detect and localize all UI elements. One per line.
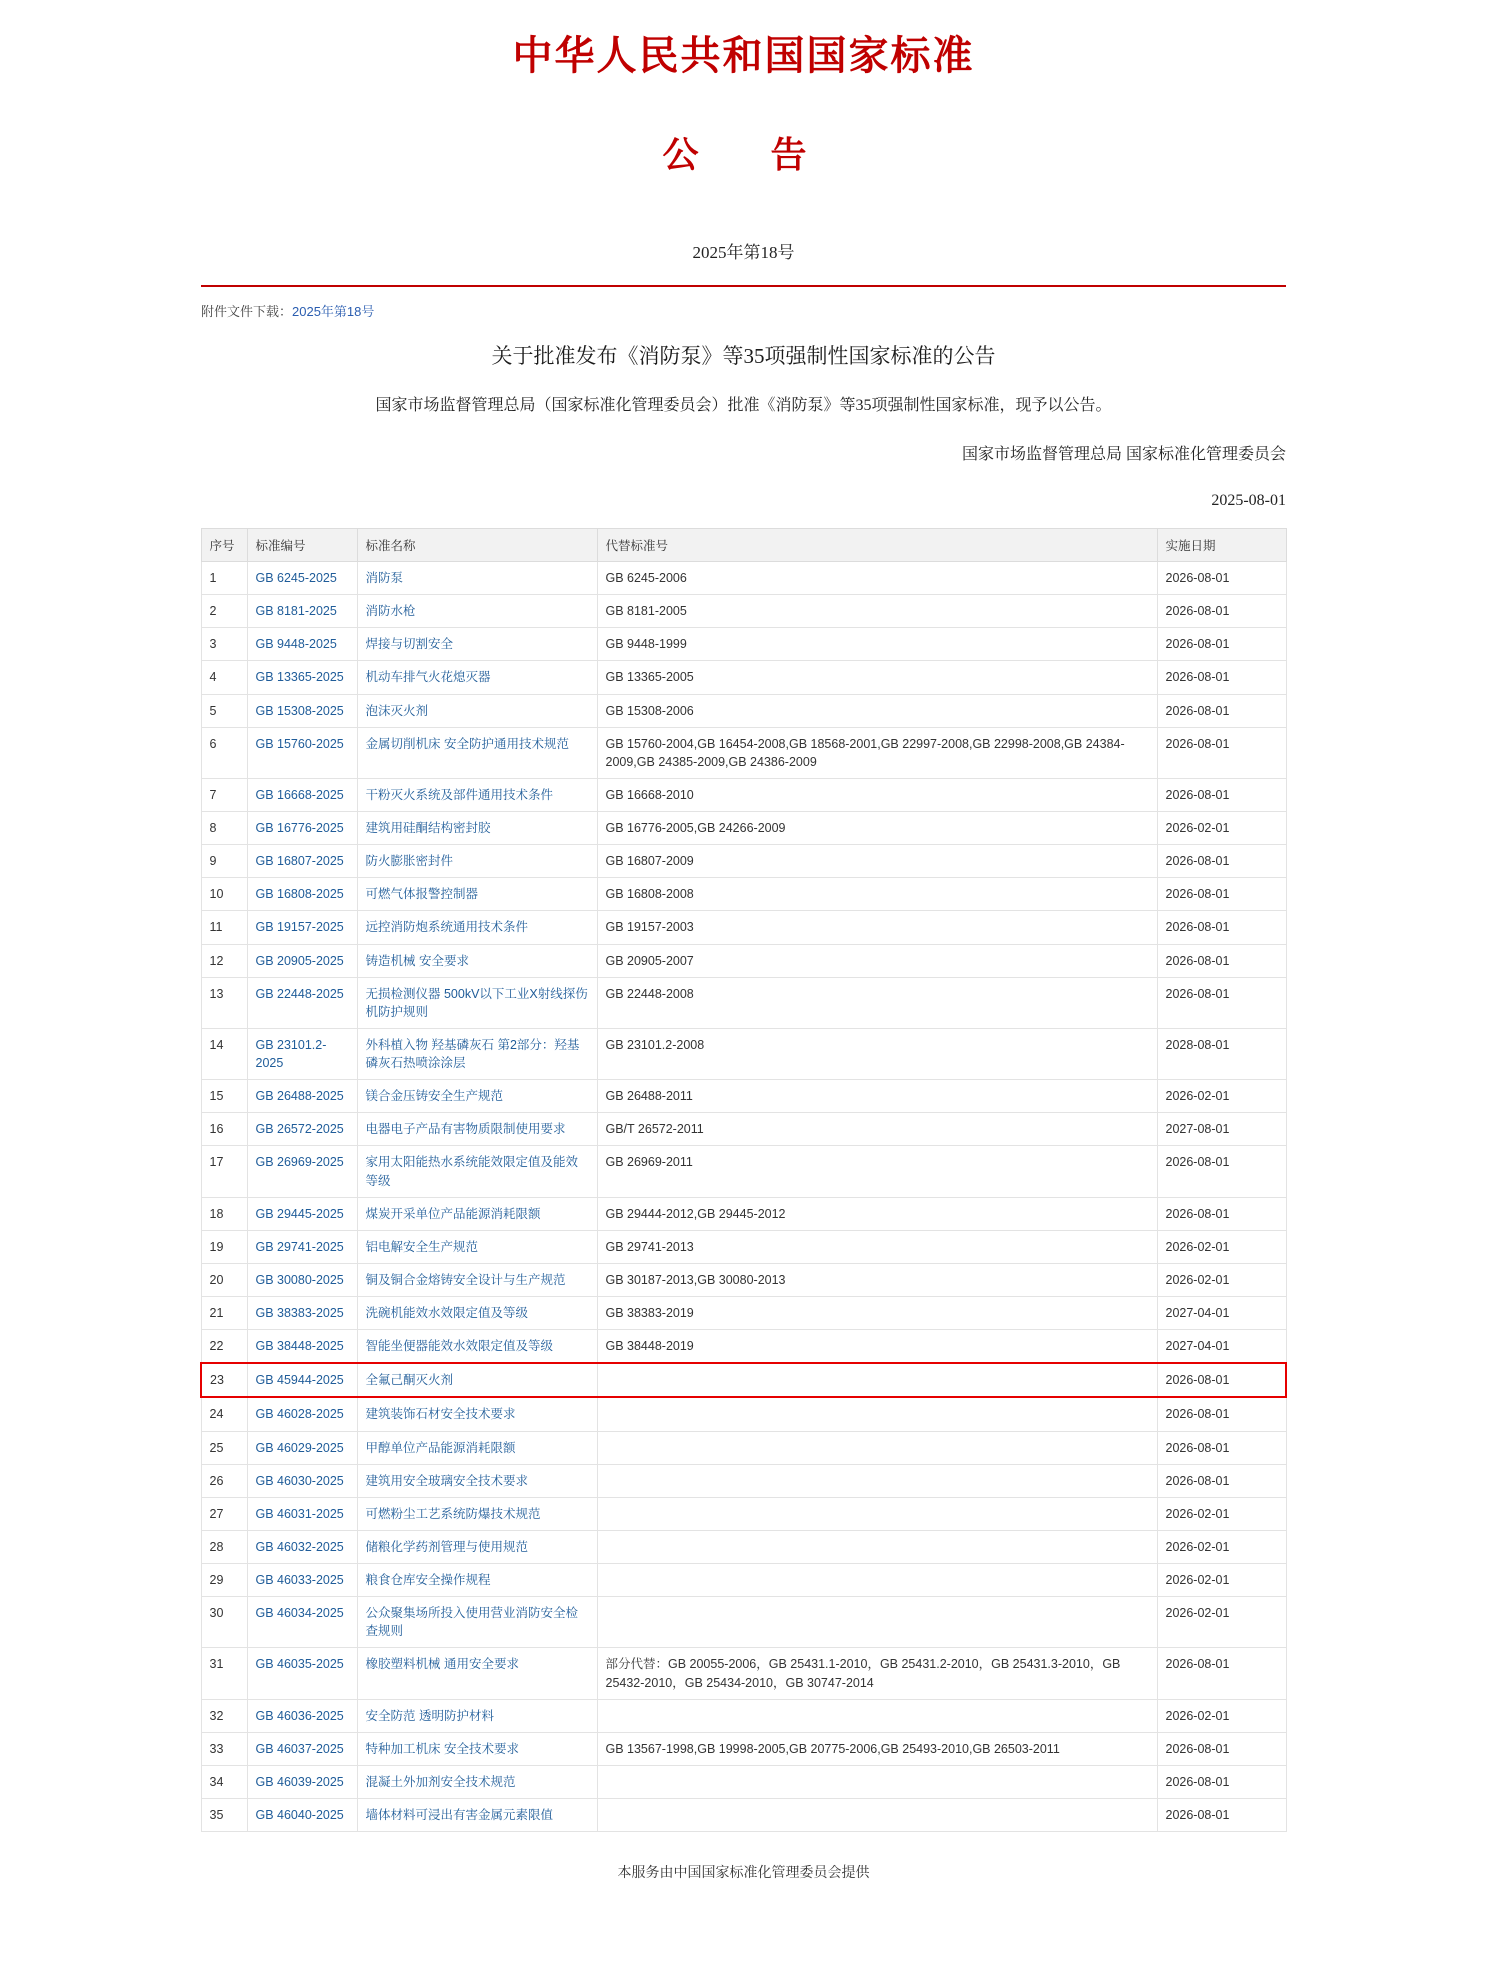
cell-no: 8 [201,812,247,845]
table-row [201,1028,1286,1079]
attachment-download-link[interactable]: 2025年第18号 [292,304,375,319]
cell-standard-name: 电器电子产品有害物质限制使用要求 [357,1113,597,1146]
table-row [201,595,1286,628]
table-row [201,812,1286,845]
cell-no: 11 [201,911,247,944]
issue-number: 2025年第18号 [692,243,795,262]
cell-standard-code: GB 15308-2025 [247,694,357,727]
cell-no: 18 [201,1197,247,1230]
table-row [201,1597,1286,1648]
cell-standard-code: GB 46035-2025 [247,1648,357,1699]
table-row [201,1564,1286,1597]
cell-date: 2027-04-01 [1157,1330,1286,1364]
cell-date: 2026-08-01 [1157,911,1286,944]
column-header-name: 标准名称 [357,529,597,562]
cell-date: 2026-08-01 [1157,1363,1286,1397]
table-row [201,778,1286,811]
cell-standard-name: 家用太阳能热水系统能效限定值及能效等级 [357,1146,597,1197]
cell-standard-name: 可燃粉尘工艺系统防爆技术规范 [357,1497,597,1530]
cell-standard-code: GB 30080-2025 [247,1263,357,1296]
cell-replaces: GB 26488-2011 [597,1080,1157,1113]
table-row [201,1230,1286,1263]
cell-replaces [597,1799,1157,1832]
cell-standard-code: GB 38448-2025 [247,1330,357,1364]
cell-standard-name: 建筑装饰石材安全技术要求 [357,1397,597,1431]
attachment-label: 附件文件下载： [201,304,293,319]
table-row [201,1464,1286,1497]
cell-no: 1 [201,562,247,595]
cell-date: 2026-02-01 [1157,812,1286,845]
cell-no: 32 [201,1699,247,1732]
cell-standard-name: 粮食仓库安全操作规程 [357,1564,597,1597]
cell-replaces: GB 26969-2011 [597,1146,1157,1197]
cell-standard-name: 无损检测仪器 500kV以下工业X射线探伤机防护规则 [357,977,597,1028]
cell-date: 2026-08-01 [1157,845,1286,878]
cell-standard-name: 混凝土外加剂安全技术规范 [357,1765,597,1798]
cell-date: 2026-02-01 [1157,1530,1286,1563]
cell-standard-name: 焊接与切割安全 [357,628,597,661]
cell-standard-name: 可燃气体报警控制器 [357,878,597,911]
cell-no: 21 [201,1297,247,1330]
cell-no: 15 [201,1080,247,1113]
cell-date: 2026-08-01 [1157,595,1286,628]
table-row [201,1080,1286,1113]
page-subtitle: 公 告 [662,135,825,175]
cell-no: 4 [201,661,247,694]
cell-no: 19 [201,1230,247,1263]
cell-replaces [597,1464,1157,1497]
cell-standard-code: GB 38383-2025 [247,1297,357,1330]
cell-standard-code: GB 46040-2025 [247,1799,357,1832]
cell-standard-code: GB 46032-2025 [247,1530,357,1563]
cell-standard-name: 煤炭开采单位产品能源消耗限额 [357,1197,597,1230]
cell-standard-code: GB 6245-2025 [247,562,357,595]
cell-no: 26 [201,1464,247,1497]
cell-standard-name: 特种加工机床 安全技术要求 [357,1732,597,1765]
cell-no: 6 [201,727,247,778]
table-row [201,1431,1286,1464]
cell-standard-name: 外科植入物 羟基磷灰石 第2部分：羟基磷灰石热喷涂涂层 [357,1028,597,1079]
table-row [201,1363,1286,1397]
cell-standard-name: 墙体材料可浸出有害金属元素限值 [357,1799,597,1832]
cell-no: 34 [201,1765,247,1798]
table-row [201,1497,1286,1530]
cell-standard-name: 智能坐便器能效水效限定值及等级 [357,1330,597,1364]
cell-standard-code: GB 20905-2025 [247,944,357,977]
table-row [201,911,1286,944]
table-row [201,1263,1286,1296]
cell-replaces: GB 16776-2005,GB 24266-2009 [597,812,1157,845]
column-header-replaces: 代替标准号 [597,529,1157,562]
cell-no: 27 [201,1497,247,1530]
document-signer: 国家市场监督管理总局 国家标准化管理委员会 [961,446,1286,463]
cell-no: 23 [201,1363,247,1397]
table-row [201,1732,1286,1765]
table-row [201,1330,1286,1364]
cell-standard-name: 机动车排气火花熄灭器 [357,661,597,694]
cell-replaces: GB 23101.2-2008 [597,1028,1157,1079]
table-row [201,1197,1286,1230]
cell-no: 17 [201,1146,247,1197]
cell-standard-name: 镁合金压铸安全生产规范 [357,1080,597,1113]
cell-standard-code: GB 22448-2025 [247,977,357,1028]
cell-no: 7 [201,778,247,811]
cell-date: 2026-08-01 [1157,977,1286,1028]
cell-replaces [597,1397,1157,1431]
cell-replaces [597,1497,1157,1530]
cell-no: 29 [201,1564,247,1597]
cell-standard-name: 铸造机械 安全要求 [357,944,597,977]
table-row [201,1765,1286,1798]
cell-standard-code: GB 26969-2025 [247,1146,357,1197]
cell-standard-code: GB 16807-2025 [247,845,357,878]
cell-no: 28 [201,1530,247,1563]
cell-replaces: GB 15760-2004,GB 16454-2008,GB 18568-2001,GB 22997-2008,GB 22998-2008,GB 24384-2009,GB 24385-2009,GB 24386-2009 [597,727,1157,778]
cell-date: 2026-08-01 [1157,1146,1286,1197]
cell-date: 2026-02-01 [1157,1699,1286,1732]
document-body: 国家市场监督管理总局（国家标准化管理委员会）批准《消防泵》等35项强制性国家标准，现予以公告。 [375,397,1112,414]
table-row [201,878,1286,911]
cell-no: 12 [201,944,247,977]
cell-standard-name: 储粮化学药剂管理与使用规范 [357,1530,597,1563]
column-header-date: 实施日期 [1157,529,1286,562]
cell-standard-code: GB 46037-2025 [247,1732,357,1765]
cell-no: 3 [201,628,247,661]
cell-replaces: GB 20905-2007 [597,944,1157,977]
cell-date: 2028-08-01 [1157,1028,1286,1079]
cell-standard-name: 干粉灭火系统及部件通用技术条件 [357,778,597,811]
cell-standard-code: GB 19157-2025 [247,911,357,944]
cell-date: 2026-02-01 [1157,1080,1286,1113]
cell-standard-code: GB 8181-2025 [247,595,357,628]
cell-standard-name: 远控消防炮系统通用技术条件 [357,911,597,944]
cell-standard-code: GB 46034-2025 [247,1597,357,1648]
table-row [201,1648,1286,1699]
cell-date: 2026-08-01 [1157,1732,1286,1765]
attachment-row [201,301,1286,320]
cell-replaces: GB 8181-2005 [597,595,1157,628]
cell-standard-code: GB 29445-2025 [247,1197,357,1230]
cell-replaces: GB 16807-2009 [597,845,1157,878]
column-header-code: 标准编号 [247,529,357,562]
cell-standard-name: 消防水枪 [357,595,597,628]
cell-date: 2026-08-01 [1157,944,1286,977]
table-row [201,944,1286,977]
cell-standard-code: GB 29741-2025 [247,1230,357,1263]
table-row [201,1530,1286,1563]
cell-replaces: GB 38383-2019 [597,1297,1157,1330]
cell-no: 25 [201,1431,247,1464]
standards-table [200,528,1287,1832]
cell-replaces [597,1363,1157,1397]
cell-standard-code: GB 45944-2025 [247,1363,357,1397]
cell-replaces: GB 30187-2013,GB 30080-2013 [597,1263,1157,1296]
table-header-row [201,529,1286,562]
cell-standard-name: 安全防范 透明防护材料 [357,1699,597,1732]
cell-replaces [597,1597,1157,1648]
column-header-no: 序号 [201,529,247,562]
table-row [201,1146,1286,1197]
cell-standard-code: GB 46031-2025 [247,1497,357,1530]
table-row [201,628,1286,661]
cell-replaces: GB 29444-2012,GB 29445-2012 [597,1197,1157,1230]
cell-standard-name: 防火膨胀密封件 [357,845,597,878]
cell-standard-code: GB 15760-2025 [247,727,357,778]
cell-date: 2026-02-01 [1157,1230,1286,1263]
cell-no: 24 [201,1397,247,1431]
table-row [201,694,1286,727]
cell-replaces: GB 6245-2006 [597,562,1157,595]
cell-no: 13 [201,977,247,1028]
cell-replaces [597,1699,1157,1732]
cell-standard-code: GB 26572-2025 [247,1113,357,1146]
cell-replaces [597,1564,1157,1597]
cell-standard-code: GB 13365-2025 [247,661,357,694]
cell-date: 2026-08-01 [1157,1765,1286,1798]
cell-replaces: GB 15308-2006 [597,694,1157,727]
cell-date: 2027-04-01 [1157,1297,1286,1330]
cell-date: 2026-08-01 [1157,1464,1286,1497]
cell-standard-name: 消防泵 [357,562,597,595]
cell-replaces: GB/T 26572-2011 [597,1113,1157,1146]
cell-replaces: GB 13365-2005 [597,661,1157,694]
table-row [201,1397,1286,1431]
table-row [201,1113,1286,1146]
cell-no: 30 [201,1597,247,1648]
cell-no: 35 [201,1799,247,1832]
document-title: 关于批准发布《消防泵》等35项强制性国家标准的公告 [491,344,996,368]
cell-replaces: GB 9448-1999 [597,628,1157,661]
cell-date: 2026-08-01 [1157,1648,1286,1699]
table-row [201,562,1286,595]
cell-replaces: GB 29741-2013 [597,1230,1157,1263]
cell-standard-code: GB 46028-2025 [247,1397,357,1431]
cell-date: 2026-02-01 [1157,1564,1286,1597]
table-row [201,977,1286,1028]
cell-standard-name: 铜及铜合金熔铸安全设计与生产规范 [357,1263,597,1296]
cell-replaces [597,1530,1157,1563]
cell-standard-code: GB 46029-2025 [247,1431,357,1464]
cell-no: 33 [201,1732,247,1765]
cell-standard-name: 公众聚集场所投入使用营业消防安全检查规则 [357,1597,597,1648]
cell-date: 2026-08-01 [1157,694,1286,727]
cell-no: 16 [201,1113,247,1146]
cell-replaces: GB 19157-2003 [597,911,1157,944]
table-row [201,661,1286,694]
cell-date: 2026-08-01 [1157,778,1286,811]
document-date: 2025-08-01 [1211,492,1286,509]
table-row [201,727,1286,778]
cell-standard-code: GB 16808-2025 [247,878,357,911]
page-title: 中华人民共和国国家标准 [512,33,975,78]
cell-standard-code: GB 26488-2025 [247,1080,357,1113]
table-body [201,562,1286,1832]
cell-date: 2026-08-01 [1157,661,1286,694]
table-row [201,845,1286,878]
cell-standard-name: 建筑用硅酮结构密封胶 [357,812,597,845]
cell-standard-name: 金属切削机床 安全防护通用技术规范 [357,727,597,778]
footer-text: 本服务由中国国家标准化管理委员会提供 [617,1866,870,1882]
cell-no: 22 [201,1330,247,1364]
cell-replaces: GB 13567-1998,GB 19998-2005,GB 20775-2006,GB 25493-2010,GB 26503-2011 [597,1732,1157,1765]
cell-standard-code: GB 46030-2025 [247,1464,357,1497]
cell-standard-code: GB 46039-2025 [247,1765,357,1798]
cell-standard-code: GB 23101.2-2025 [247,1028,357,1079]
cell-standard-code: GB 16776-2025 [247,812,357,845]
cell-standard-name: 甲醇单位产品能源消耗限额 [357,1431,597,1464]
cell-date: 2026-08-01 [1157,1397,1286,1431]
cell-standard-code: GB 9448-2025 [247,628,357,661]
cell-date: 2026-08-01 [1157,1799,1286,1832]
cell-date: 2026-08-01 [1157,878,1286,911]
cell-date: 2026-08-01 [1157,727,1286,778]
cell-replaces: GB 38448-2019 [597,1330,1157,1364]
red-divider [201,285,1286,287]
cell-standard-code: GB 16668-2025 [247,778,357,811]
cell-date: 2027-08-01 [1157,1113,1286,1146]
cell-no: 14 [201,1028,247,1079]
cell-replaces [597,1765,1157,1798]
cell-no: 9 [201,845,247,878]
cell-standard-name: 橡胶塑料机械 通用安全要求 [357,1648,597,1699]
cell-replaces: GB 22448-2008 [597,977,1157,1028]
cell-date: 2026-02-01 [1157,1597,1286,1648]
cell-replaces: GB 16668-2010 [597,778,1157,811]
cell-no: 31 [201,1648,247,1699]
table-row [201,1799,1286,1832]
cell-no: 10 [201,878,247,911]
cell-standard-name: 泡沫灭火剂 [357,694,597,727]
cell-date: 2026-02-01 [1157,1497,1286,1530]
cell-no: 20 [201,1263,247,1296]
cell-standard-code: GB 46033-2025 [247,1564,357,1597]
cell-replaces: GB 16808-2008 [597,878,1157,911]
table-row [201,1297,1286,1330]
cell-standard-name: 建筑用安全玻璃安全技术要求 [357,1464,597,1497]
cell-date: 2026-08-01 [1157,1431,1286,1464]
cell-no: 5 [201,694,247,727]
cell-standard-name: 全氟己酮灭火剂 [357,1363,597,1397]
cell-date: 2026-02-01 [1157,1263,1286,1296]
cell-no: 2 [201,595,247,628]
cell-standard-name: 铝电解安全生产规范 [357,1230,597,1263]
cell-standard-name: 洗碗机能效水效限定值及等级 [357,1297,597,1330]
cell-date: 2026-08-01 [1157,562,1286,595]
cell-replaces [597,1431,1157,1464]
cell-replaces: 部分代替：GB 20055-2006，GB 25431.1-2010，GB 25431.2-2010，GB 25431.3-2010，GB 25432-2010，GB 25434-2010，GB 30747-2014 [597,1648,1157,1699]
cell-standard-code: GB 46036-2025 [247,1699,357,1732]
cell-date: 2026-08-01 [1157,628,1286,661]
table-row [201,1699,1286,1732]
cell-date: 2026-08-01 [1157,1197,1286,1230]
